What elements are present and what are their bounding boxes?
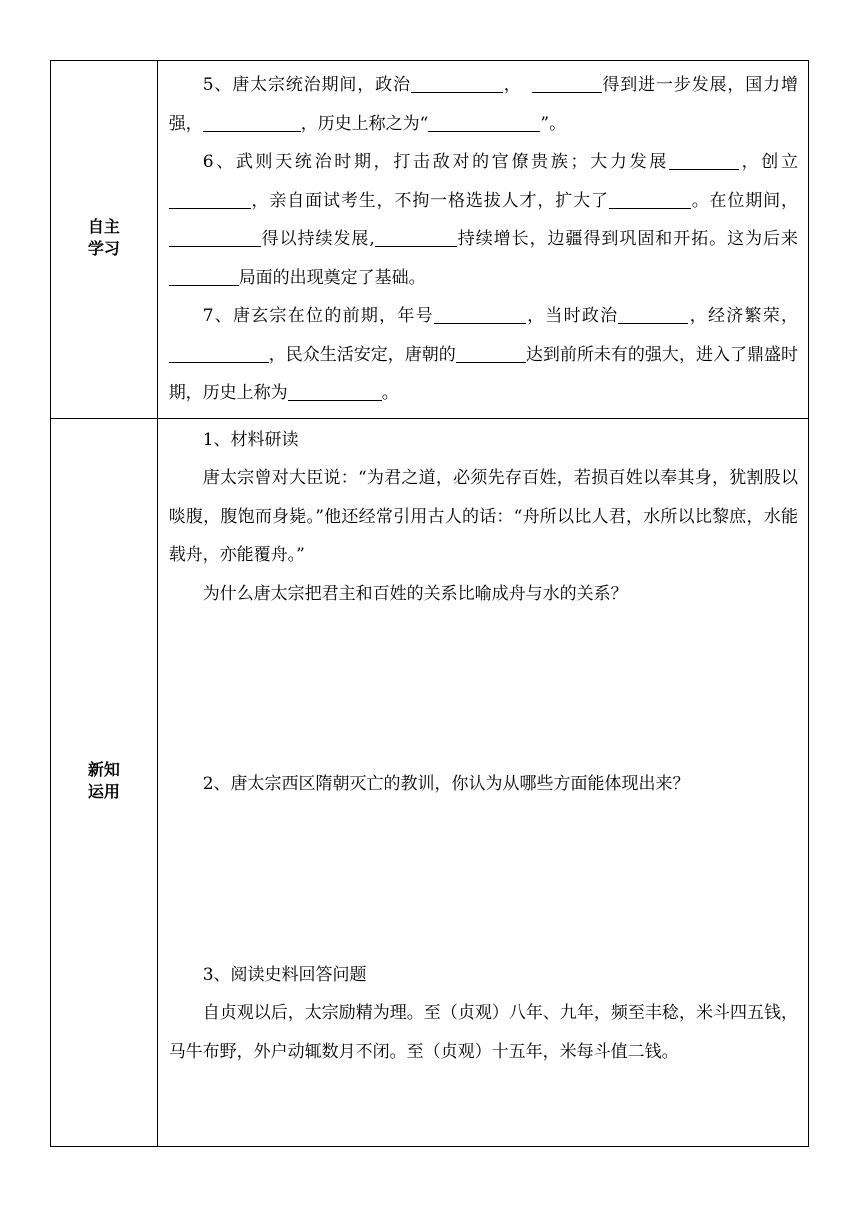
q7-text-1: 7、唐玄宗在位的前期，年号 — [202, 306, 434, 326]
q7-blank-5[interactable] — [288, 383, 382, 401]
q6-text-6: 持续增长，边疆得到巩固和开拓。这为后来 — [456, 229, 798, 249]
application-row — [51, 418, 809, 1146]
q7-text-4: ，民众生活安定，唐朝的 — [268, 344, 456, 365]
application-label-line2: 运用 — [87, 784, 120, 801]
q7-text-6: 。 — [381, 383, 399, 403]
q5-text-3: 得到进一步发展，国力增强， — [168, 75, 798, 134]
q7-text-3: ，经济繁荣， — [688, 306, 798, 326]
item1-answer-space[interactable] — [169, 613, 798, 765]
application-label-cell — [51, 418, 158, 1146]
item3-title: 3、阅读史料回答问题 — [202, 964, 367, 985]
q7-text-2: ，当时政治 — [525, 306, 619, 326]
q6-blank-3[interactable] — [609, 191, 691, 209]
q5-text-1: 5、唐太宗统治期间，政治 — [202, 75, 411, 95]
item1-material: 唐太宗曾对大臣说：“为君之道，必须先存百姓，若损百姓以奉其身，犹割股以啖腹，腹饱而身毙。”他还经常引用古人的话：“舟所以比人君，水所以比黎庶，水能载舟，亦能覆舟。” — [168, 468, 798, 565]
q6-text-5: 得以持续发展, — [260, 229, 375, 249]
q5-text-5: ”。 — [540, 113, 567, 134]
self-study-label-cell — [51, 61, 158, 419]
application-content-cell — [157, 418, 808, 1146]
q7-text-5: 达到前所未有的强大，进入了鼎盛时期，历史上称为 — [168, 344, 799, 403]
q6-blank-5[interactable] — [375, 229, 457, 247]
self-study-row — [51, 61, 809, 419]
q7-blank-1[interactable] — [434, 306, 526, 324]
self-study-content-cell — [157, 61, 808, 419]
q5-blank-4[interactable] — [428, 114, 540, 132]
item1-question: 为什么唐太宗把君主和百姓的关系比喻成舟与水的关系？ — [202, 583, 628, 604]
question-5 — [169, 66, 798, 143]
q6-text-4: 。在位期间， — [690, 190, 799, 211]
item3-material: 自贞观以后，太宗励精为理。至（贞观）八年、九年，频至丰稔，米斗四五钱，马牛布野，外户动辄数月不闭。至（贞观）十五年，米每斗值二钱。 — [168, 1003, 798, 1062]
q6-blank-2[interactable] — [169, 191, 251, 209]
item2-question: 2、唐太宗西区隋朝灭亡的教训，你认为从哪些方面能体现出来？ — [202, 774, 690, 794]
q5-blank-1[interactable] — [411, 75, 503, 93]
item2-answer-space[interactable] — [169, 804, 798, 956]
application-label-line1: 新知 — [87, 762, 120, 779]
question-7 — [169, 297, 798, 413]
q6-text-3: ，亲自面试考生，不拘一格选拔人才，扩大了 — [250, 190, 609, 211]
self-study-label-line2: 学习 — [87, 241, 120, 259]
item1-title: 1、材料研读 — [202, 429, 299, 450]
q6-text-7: 局面的出现奠定了基础。 — [238, 267, 426, 288]
question-6 — [169, 143, 798, 297]
q5-blank-3[interactable] — [203, 114, 301, 132]
q6-blank-4[interactable] — [169, 229, 261, 247]
self-study-label-line1: 自主 — [87, 219, 120, 237]
q5-blank-2[interactable] — [532, 75, 602, 93]
worksheet-table — [50, 60, 809, 1147]
q6-blank-6[interactable] — [169, 268, 239, 286]
q6-text-1: 6、武则天统治时期，打击敌对的官僚贵族；大力发展 — [202, 152, 669, 172]
q5-text-4: ，历史上称之为“ — [300, 113, 429, 134]
q7-blank-2[interactable] — [618, 306, 688, 324]
q6-blank-1[interactable] — [669, 152, 739, 170]
q5-text-2: ， — [502, 75, 522, 95]
q7-blank-4[interactable] — [456, 345, 526, 363]
q6-text-2: ，创立 — [738, 152, 798, 172]
q7-blank-3[interactable] — [169, 345, 269, 363]
